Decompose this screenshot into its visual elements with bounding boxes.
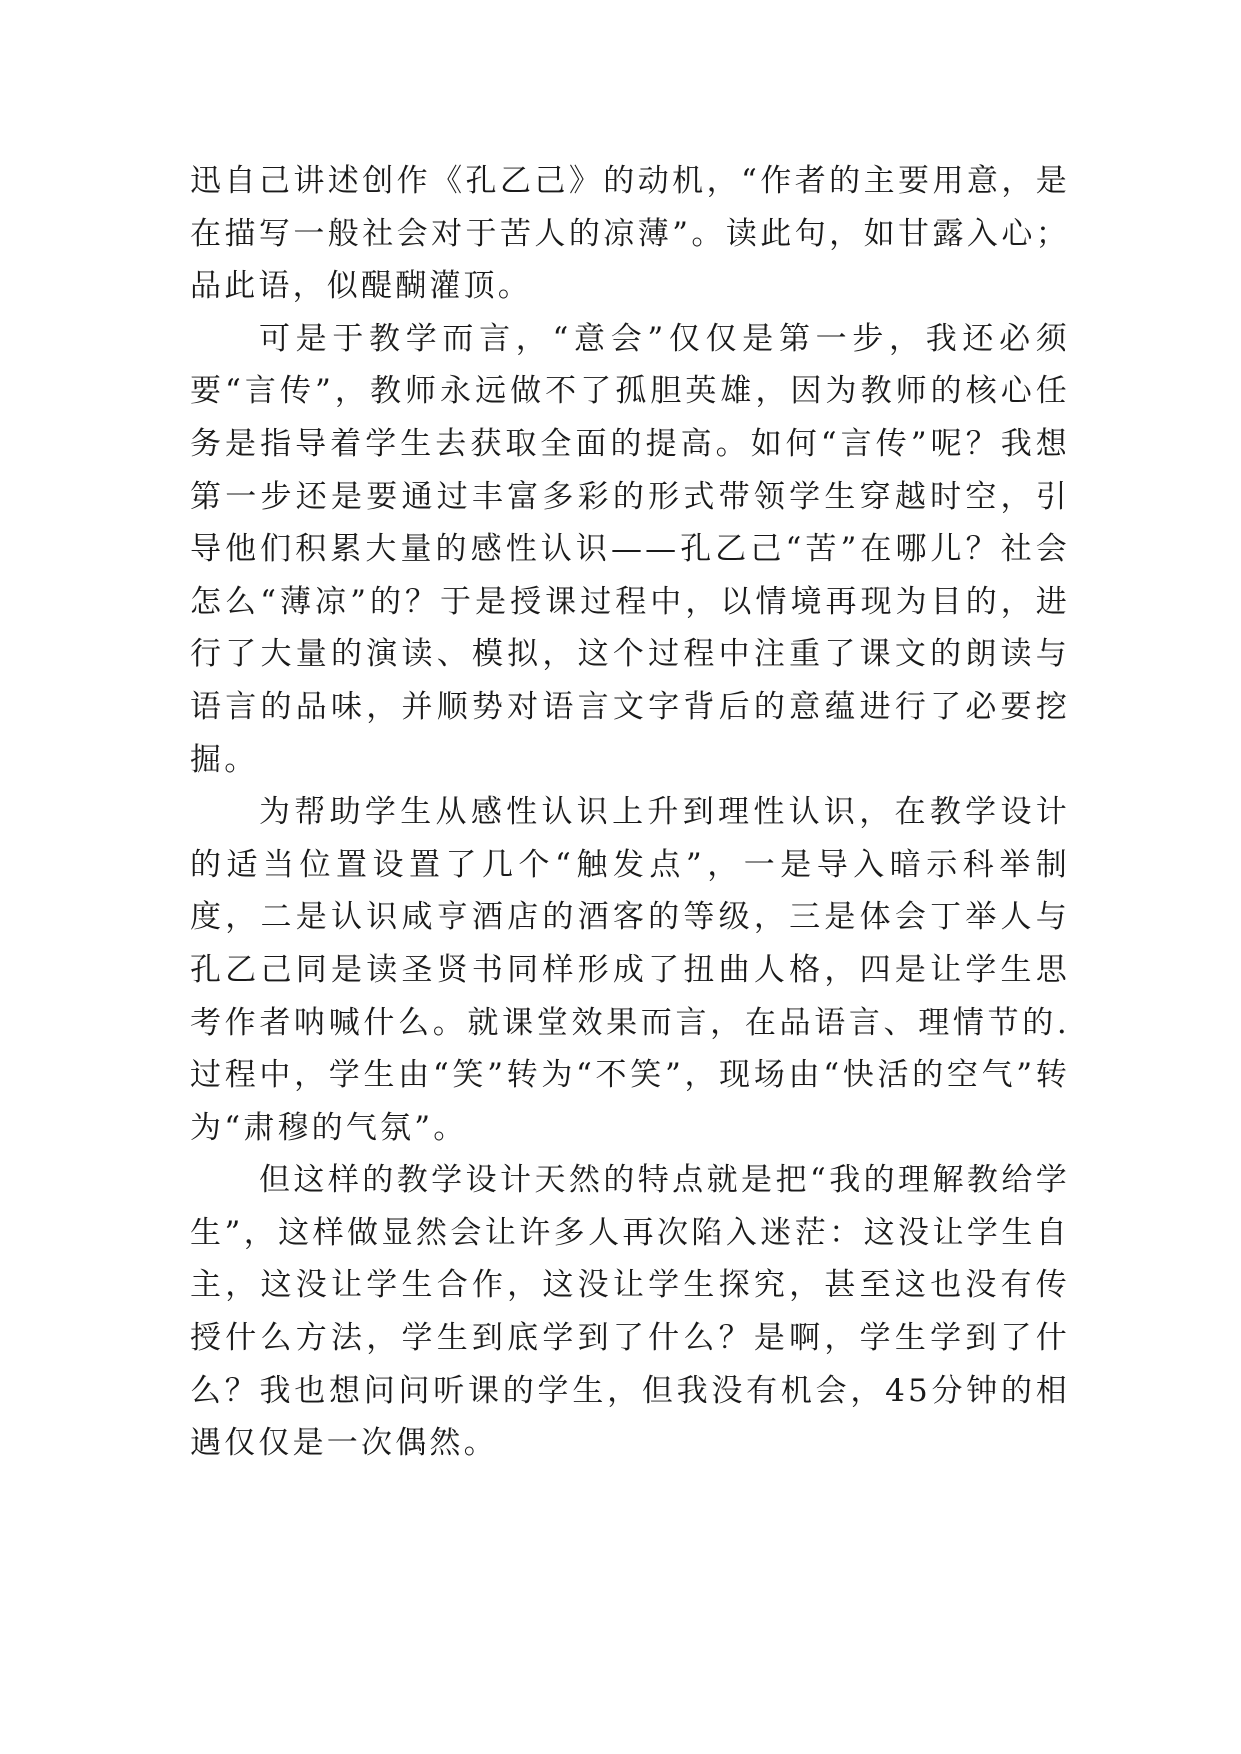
paragraph-2: 可是于教学而言，“意会”仅仅是第一步，我还必须要“言传”，教师永远做不了孤胆英雄，因为教师的核心任务是指导着学生去获取全面的提高。如何“言传”呢？我想第一步还是要通过丰富多彩的形式带领学生穿越时空，引导他们积累大量的感性认识——孔乙己“苦”在哪儿？社会怎么“薄凉”的？于是授课过程中，以情境再现为目的，进行了大量的演读、模拟，这个过程中注重了课文的朗读与语言的品味，并顺势对语言文字背后的意蕴进行了必要挖掘。 (190, 320, 1070, 778)
paragraph-3: 为帮助学生从感性认识上升到理性认识，在教学设计的适当位置设置了几个“触发点”，一是导入暗示科举制度，二是认识咸亨酒店的酒客的等级，三是体会丁举人与孔乙己同是读圣贤书同样形成了扭曲人格，四是让学生思考作者呐喊什么。就课堂效果而言，在品语言、理情节的.过程中，学生由“笑”转为“不笑”，现场由“快活的空气”转为“肃穆的气氛”。 (190, 794, 1070, 1146)
body-text (190, 155, 1070, 1470)
paragraph-4: 但这样的教学设计天然的特点就是把“我的理解教给学生”，这样做显然会让许多人再次陷入迷茫：这没让学生自主，这没让学生合作，这没让学生探究，甚至这也没有传授什么方法，学生到底学到了什么？是啊，学生学到了什么？我也想问问听课的学生，但我没有机会，45分钟的相遇仅仅是一次偶然。 (190, 1162, 1070, 1462)
paragraph-1: 迅自己讲述创作《孔乙己》的动机，“作者的主要用意，是在描写一般社会对于苦人的凉薄”。读此句，如甘露入心；品此语，似醍醐灌顶。 (190, 163, 1070, 305)
